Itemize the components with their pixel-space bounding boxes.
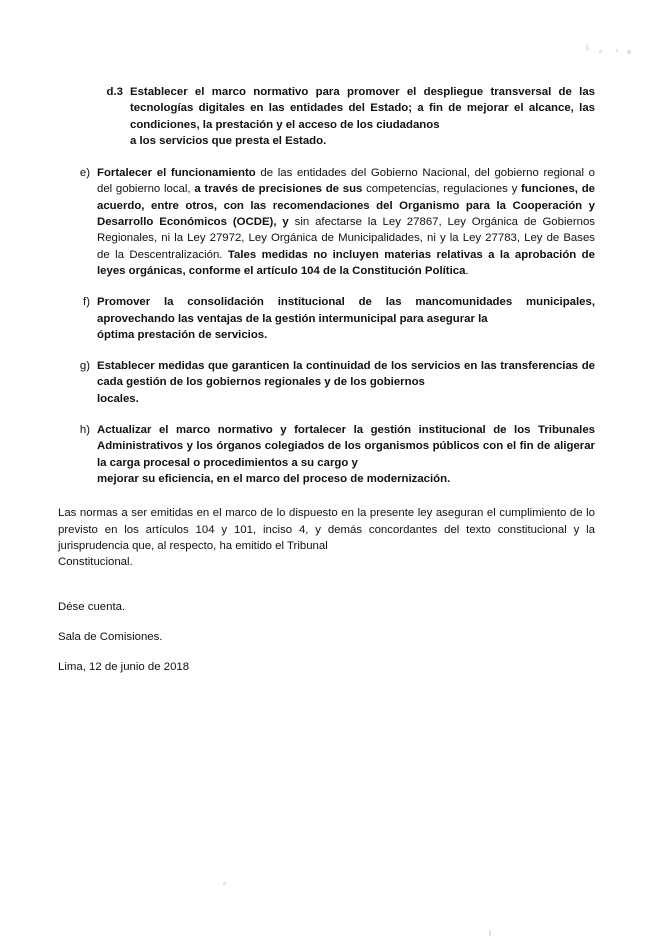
- scan-artifact: [627, 50, 631, 54]
- list-item-last-line: mejorar su eficiencia, en el marco del proceso de modernización.: [97, 472, 451, 485]
- list-item-g: [68, 358, 595, 407]
- list-item-text: [97, 422, 595, 487]
- list-item-last-line: óptima prestación de servicios.: [97, 328, 268, 341]
- list-marker: e): [79, 167, 90, 180]
- list-item-paragraph: Establecer medidas que garanticen la continuidad de los servicios en las transferencias de cada gestión de los gobiernos regionales y de los gobiernos: [97, 360, 595, 389]
- list-item-d3: [101, 84, 595, 149]
- scan-artifact: [599, 50, 602, 53]
- list-item-last-line: a los servicios que presta el Estado.: [130, 134, 327, 147]
- segment: de las entidades del Gobierno Nacional, del gobierno regional o del gobierno local,: [97, 167, 595, 196]
- list-item-text: [130, 84, 595, 149]
- scan-artifact: [616, 49, 618, 52]
- list-item-last-line: locales.: [97, 392, 139, 405]
- scan-artifact: [489, 930, 491, 936]
- list-item-f: [68, 294, 595, 343]
- list-marker: g): [79, 360, 90, 373]
- segment: sin afectarse la Ley 27867, Ley Orgánica de Gobiernos Regionales, ni la Ley 27972, Ley Orgánica de Municipalidades, ni y la Ley 27783, Ley de Bases de la Descentralización.: [97, 216, 596, 261]
- segment: Fortalecer el funcionamiento: [97, 167, 256, 180]
- list-item-text: [97, 165, 595, 279]
- list-item-h: [68, 422, 595, 487]
- segment: a través de precisiones de sus: [194, 183, 363, 196]
- segment: .: [465, 264, 469, 277]
- list-marker: f): [83, 296, 90, 309]
- list-item-text: [97, 358, 595, 407]
- segment: funciones, de acuerdo, entre otros, con las recomendaciones del Organismo para la Cooperación y Desarrollo Económicos (OCDE), y: [97, 183, 595, 229]
- give-account-line: Dése cuenta.: [58, 600, 126, 613]
- segment: Tales medidas no incluyen materias relativas a la aprobación de leyes orgánicas, conforme el artículo 104 de la Constitución Política: [97, 248, 595, 277]
- closing-paragraph-last-line: Constitucional.: [58, 556, 133, 569]
- list-item-paragraph: Actualizar el marco normativo y fortalecer la gestión institucional de los Tribunales Administrativos y los órganos colegiados de los organismos públicos con el fin de aligerar la carga procesal o procedimientos a su cargo y: [97, 424, 595, 469]
- closing-paragraph: [58, 505, 595, 571]
- list-item-paragraph: Promover la consolidación institucional de las mancomunidades municipales, aprovechando las ventajas de la gestión intermunicipal para asegurar la: [97, 296, 595, 325]
- segment: competencias, regulaciones y: [362, 183, 522, 196]
- list-marker: d.3: [106, 86, 123, 98]
- document-body: [58, 84, 595, 675]
- scan-artifact: [586, 44, 589, 51]
- commission-room-line: Sala de Comisiones.: [58, 630, 163, 643]
- scan-artifact: [223, 882, 226, 885]
- list-item-text: [97, 294, 595, 343]
- list-marker: h): [79, 424, 90, 437]
- list-item-paragraph: Establecer el marco normativo para promover el despliegue transversal de las tecnologías digitales en las entidades del Estado; a fin de mejorar el alcance, las condiciones, la prestación y el acceso de los ciudadanos: [130, 86, 595, 131]
- list-item-e: [68, 165, 595, 279]
- place-and-date-line: Lima, 12 de junio de 2018: [58, 660, 190, 673]
- closing-paragraph-text: Las normas a ser emitidas en el marco de lo dispuesto en la presente ley aseguran el cumplimiento de lo previsto en los artículos 104 y 101, inciso 4, y demás concordantes del texto constitucional y la jurisprudencia que, al respecto, ha emitido el Tribunal: [58, 507, 595, 553]
